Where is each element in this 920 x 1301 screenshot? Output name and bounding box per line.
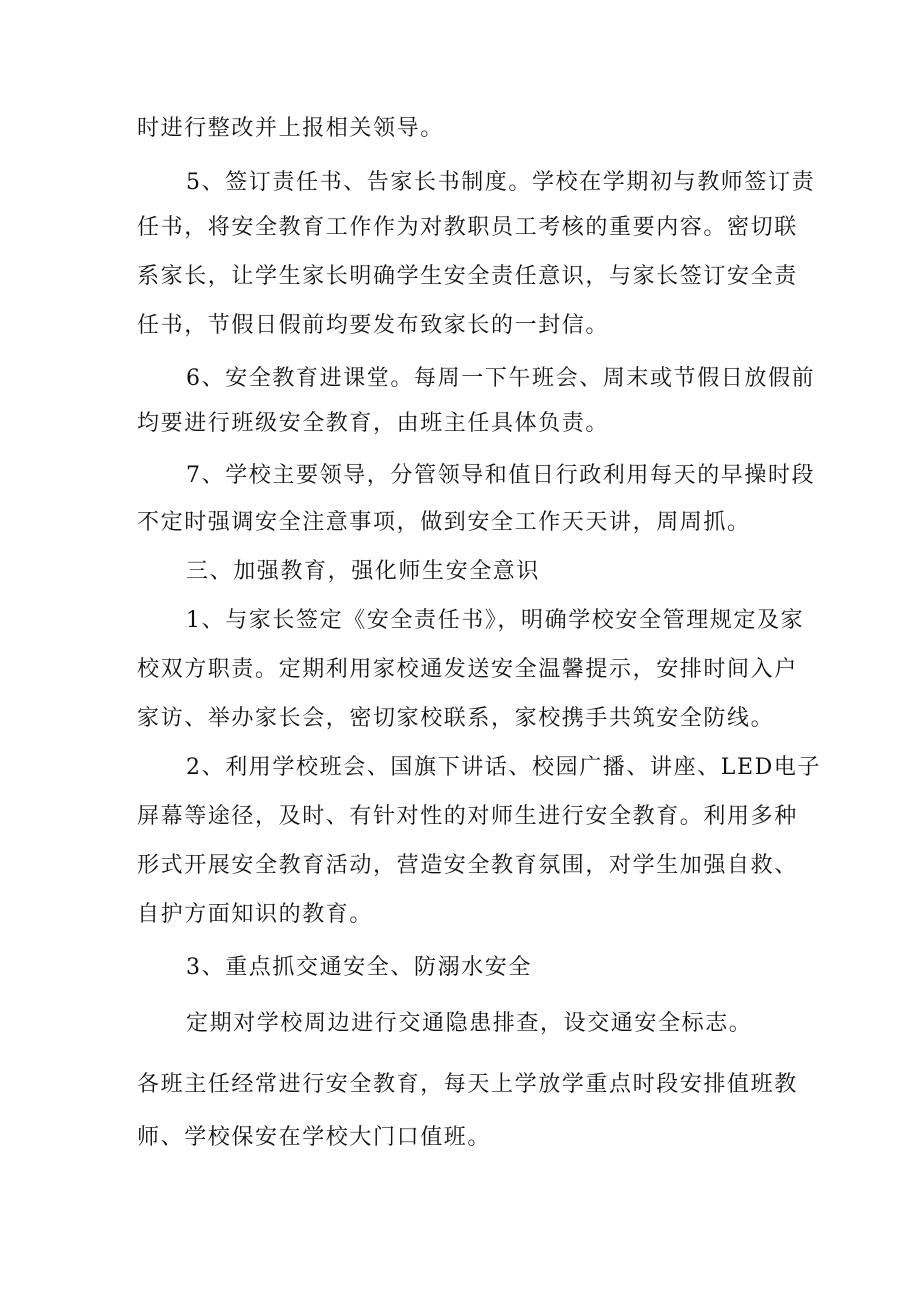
text-line: 定期对学校周边进行交通隐患排查，设交通安全标志。 [186, 1011, 753, 1036]
text-line: 屏幕等途径，及时、有针对性的对师生进行安全教育。利用多种 [137, 804, 798, 829]
text-line: 不定时强调安全注意事项，做到安全工作天天讲，周周抓。 [137, 510, 751, 535]
text-line: 家访、举办家长会，密切家校联系，家校携手共筑安全防线。 [137, 706, 775, 731]
text-line: 5、签订责任书、告家长书制度。学校在学期初与教师签订责 [186, 170, 816, 195]
section-heading: 三、加强教育，强化师生安全意识 [186, 559, 541, 584]
text-line: 校双方职责。定期利用家校通发送安全温馨提示，安排时间入户 [137, 657, 798, 682]
text-line: 系家长，让学生家长明确学生安全责任意识，与家长签订安全责 [137, 264, 798, 289]
text-line: 时进行整改并上报相关领导。 [137, 116, 444, 141]
text-line: 7、学校主要领导，分管领导和值日行政利用每天的早操时段 [186, 463, 816, 488]
text-line: 3、重点抓交通安全、防溺水安全 [186, 955, 532, 980]
text-line: 6、安全教育进课堂。每周一下午班会、周末或节假日放假前 [186, 366, 816, 391]
text-line: 自护方面知识的教育。 [137, 902, 374, 927]
text-line: 2、利用学校班会、国旗下讲话、校园广播、讲座、LED电子 [186, 755, 822, 780]
text-line: 任书，节假日假前均要发布致家长的一封信。 [137, 313, 610, 338]
text-line: 任书，将安全教育工作作为对教职员工考核的重要内容。密切联 [137, 215, 798, 240]
text-line: 形式开展安全教育活动，营造安全教育氛围，对学生加强自救、 [137, 853, 798, 878]
text-line: 师、学校保安在学校大门口值班。 [137, 1125, 492, 1150]
text-line: 均要进行班级安全教育，由班主任具体负责。 [137, 411, 610, 436]
text-line: 各班主任经常进行安全教育，每天上学放学重点时段安排值班教 [137, 1072, 798, 1097]
text-line: 1、与家长签定《安全责任书》，明确学校安全管理规定及家 [186, 608, 805, 633]
